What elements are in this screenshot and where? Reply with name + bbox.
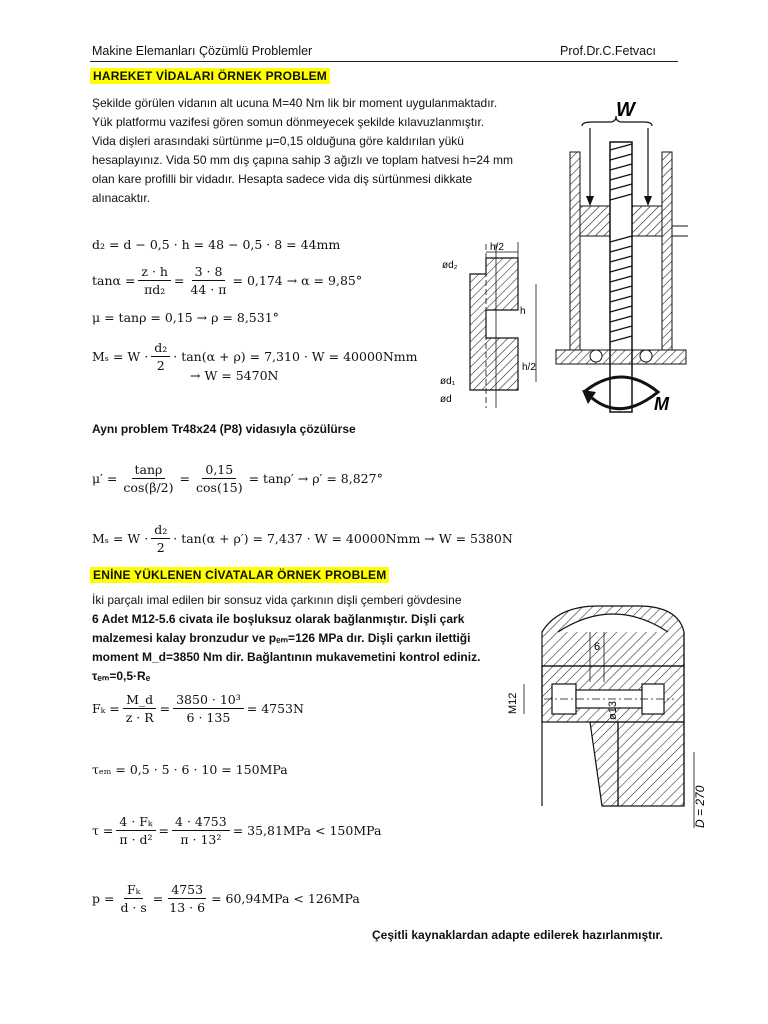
problem-line: hesaplayınız. Vida 50 mm dış çapına sahip 3 ağızlı ve toplam hatvesi h=24 mm xyxy=(92,153,514,167)
problem-line: Vida dişleri arasındaki sürtünme μ=0,15 olduğuna göre kaldırılan yükü xyxy=(92,134,464,148)
fraction xyxy=(138,264,171,297)
fraction xyxy=(187,264,229,297)
numerator: 4 · Fₖ xyxy=(116,814,155,831)
denominator: 44 · π xyxy=(190,282,227,297)
body-right xyxy=(618,722,684,806)
worm-wheel-figure xyxy=(498,602,712,830)
section2-problem-text xyxy=(92,591,488,686)
eq-rhs: · tan(α + ρ) = 7,310 · W = 40000Nmm xyxy=(173,349,418,364)
numerator: M_d xyxy=(123,692,156,709)
header-author: Prof.Dr.C.Fetvacı xyxy=(560,44,656,58)
problem-line: moment M_d=3850 Nm dir. Bağlantının mukavemetini kontrol ediniz. xyxy=(92,650,481,664)
fraction xyxy=(151,340,170,373)
problem-line: Şekilde görülen vidanın alt ucuna M=40 Nm lik bir moment uygulanmaktadır. xyxy=(92,96,498,110)
equation-tau: τ = $\frac{\text{4 · Fₖ}}{\text{π · d²}}$ = $\frac{4 \cdot 4753}{\text{π · 13²}}$ = 35,81MPa < 150MPa xyxy=(92,814,382,847)
bearing-ball-left xyxy=(590,350,602,362)
problem-line: malzemesi kalay bronzudur ve pₑₘ=126 MPa dır. Dişli çarkın ilettiği xyxy=(92,631,471,645)
d1-label: ød₁ xyxy=(440,376,456,387)
eq-lhs: τ = xyxy=(92,823,114,838)
eq-lhs: tanα = xyxy=(92,273,136,288)
thread-profile-figure xyxy=(436,240,560,412)
denominator: d · s xyxy=(120,900,147,915)
section1-problem-text xyxy=(92,94,540,208)
equation-moment-prime xyxy=(92,522,513,555)
equation-tau-em: τₑₘ = 0,5 · 5 · 6 · 10 = 150MPa xyxy=(92,762,288,777)
thread-profile xyxy=(470,258,518,390)
numerator: 3 · 8 xyxy=(192,264,226,281)
numerator: 3850 · 10³ xyxy=(173,692,244,709)
subproblem-title: Aynı problem Tr48x24 (P8) vidasıyla çözülürse xyxy=(92,422,356,436)
denominator: 6 · 135 xyxy=(186,710,231,725)
numerator: 4 · 4753 xyxy=(172,814,230,831)
fraction xyxy=(116,814,155,847)
fraction xyxy=(117,882,149,915)
bolt-size-label: M12 xyxy=(507,692,519,714)
equation-mu: μ = tanρ = 0,15 → ρ = 8,531° xyxy=(92,310,279,325)
problem-line: alınacaktır. xyxy=(92,191,151,205)
power-screw-figure xyxy=(552,92,690,420)
numerator: d₂ xyxy=(151,340,170,357)
fraction xyxy=(120,462,176,495)
problem-line: olan kare profilli bir vidadır. Hesapta sadece vida diş sürtünmesi dikkate xyxy=(92,172,473,186)
denominator: cos(β/2) xyxy=(123,480,174,495)
d-label: ød xyxy=(440,394,452,405)
denominator: 2 xyxy=(156,540,165,555)
base-plate xyxy=(556,350,686,364)
eq-rhs: · tan(α + ρ′) = 7,437 · W = 40000Nmm → W = 5380N xyxy=(173,531,513,546)
equation-tan-alpha: tanα = $\frac{z \cdot h}{\text{πd₂}}$ = $\frac{3 \cdot 8}{44 \cdot \pi}$ = 0,174 → α = 9,85° xyxy=(92,264,363,297)
numerator: 0,15 xyxy=(202,462,236,479)
numerator: z · h xyxy=(138,264,171,281)
section1-title: HAREKET VİDALARI ÖRNEK PROBLEM xyxy=(90,68,330,84)
fraction xyxy=(172,814,230,847)
denominator: z · R xyxy=(125,710,154,725)
fraction xyxy=(173,692,244,725)
header-title: Makine Elemanları Çözümlü Problemler xyxy=(92,44,313,58)
equation-d2: d₂ = d − 0,5 · h = 48 − 0,5 · 8 = 44mm xyxy=(92,237,341,252)
frame-right xyxy=(662,152,672,350)
fraction xyxy=(166,882,208,915)
eq-lhs: Mₛ = W · xyxy=(92,531,149,546)
hole-dia-label: ø13 xyxy=(607,701,619,720)
problem-line: τₑₘ=0,5·Rₑ xyxy=(92,669,151,683)
numerator: 4753 xyxy=(168,882,206,899)
header-divider xyxy=(90,61,678,62)
eq-rhs: = 4753N xyxy=(246,701,304,716)
problem-line: Yük platformu vazifesi gören somun dönmeyecek şekilde kılavuzlanmıştır. xyxy=(92,115,485,129)
eq-rhs: = tanρ′ → ρ′ = 8,827° xyxy=(248,471,383,486)
denominator: 2 xyxy=(156,358,165,373)
numerator: d₂ xyxy=(151,522,170,539)
section2-title: ENİNE YÜKLENEN CİVATALAR ÖRNEK PROBLEM xyxy=(90,567,389,583)
fraction xyxy=(193,462,246,495)
load-label: W xyxy=(616,99,635,121)
numerator: Fₖ xyxy=(124,882,143,899)
h-label: h xyxy=(520,306,526,317)
denominator: cos(15) xyxy=(196,480,243,495)
equation-mu-prime: μ′ = $\frac{\tan\rho}{\cos(\beta/2)}$ = $\frac{0,15}{\cos(15)}$ = tanρ′ → ρ′ = 8,827° xyxy=(92,462,383,495)
fraction xyxy=(123,692,157,725)
d2-label: ød₂ xyxy=(442,260,458,271)
frame-left xyxy=(570,152,580,350)
fraction xyxy=(151,522,170,555)
equation-pressure: p = $\frac{\text{Fₖ}}{d \cdot s}$ = $\frac{4753}{13 \cdot 6}$ = 60,94MPa < 126MPa xyxy=(92,882,360,915)
denominator: π · 13² xyxy=(180,832,222,847)
problem-line: İki parçalı imal edilen bir sonsuz vida çarkının dişli çemberi gövdesine xyxy=(92,593,462,607)
denominator: π · d² xyxy=(119,832,153,847)
bearing-ball-right xyxy=(640,350,652,362)
eq-lhs: μ′ = xyxy=(92,471,118,486)
load-arrowhead-right xyxy=(644,196,652,206)
eq-lhs: Mₛ = W · xyxy=(92,349,149,364)
equation-moment-result: → W = 5470N xyxy=(190,368,279,383)
eq-lhs: p = xyxy=(92,891,115,906)
denominator: 13 · 6 xyxy=(169,900,206,915)
footer-note: Çeşitli kaynaklardan adapte edilerek hazırlanmıştır. xyxy=(372,928,663,942)
eq-rhs: = 35,81MPa < 150MPa xyxy=(232,823,382,838)
moment-arrowhead xyxy=(582,390,596,404)
eq-lhs: Fₖ = xyxy=(92,701,120,716)
eq-rhs: = 0,174 → α = 9,85° xyxy=(232,273,363,288)
numerator: tanρ xyxy=(132,462,166,479)
denominator: πd₂ xyxy=(144,282,166,297)
problem-line: 6 Adet M12-5.6 civata ile boşluksuz olarak bağlanmıştır. Dişli çark xyxy=(92,612,465,626)
eq-rhs: = 60,94MPa < 126MPa xyxy=(211,891,360,906)
equation-fk: Fₖ = $\frac{M\_d}{z \cdot R}$ = $\frac{\text{3850 · 10³}}{6 \cdot 135}$ = 4753N xyxy=(92,692,304,725)
h2-bot-label: h/2 xyxy=(522,362,536,373)
load-arrowhead-left xyxy=(586,196,594,206)
h2-top-label: h/2 xyxy=(490,242,504,253)
moment-label: M xyxy=(654,394,669,414)
s-label: 6 xyxy=(594,641,601,653)
diameter-label: D = 270 xyxy=(693,785,707,828)
